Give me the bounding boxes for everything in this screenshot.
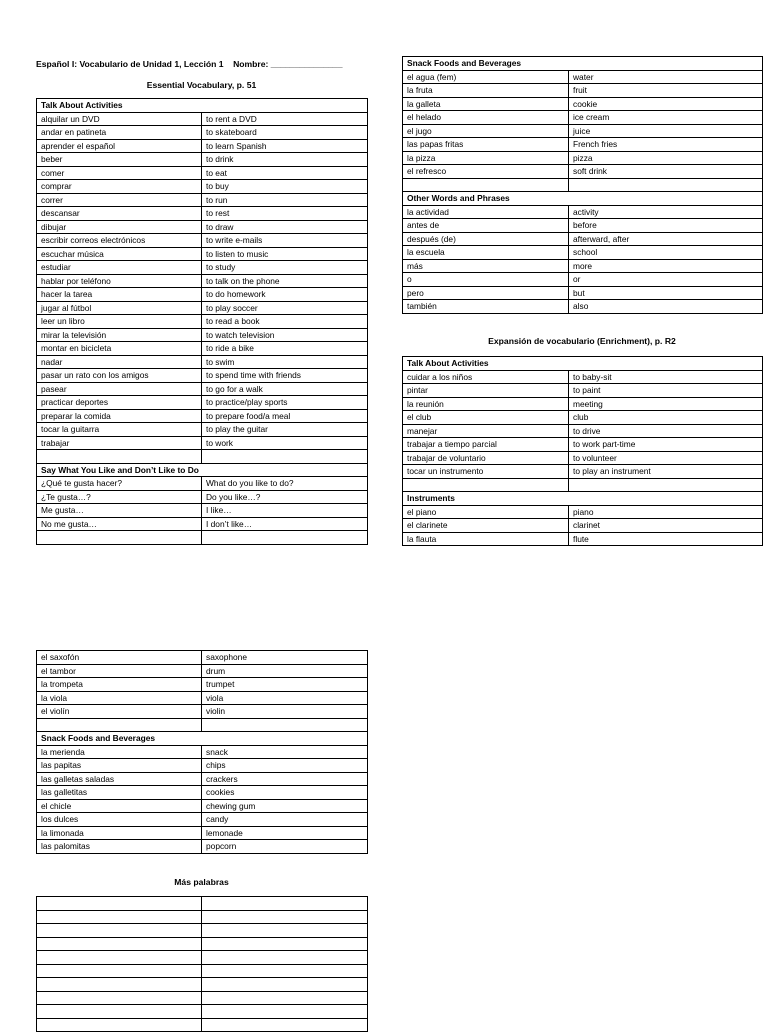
section-header-row bbox=[403, 192, 763, 206]
blank-cell bbox=[569, 178, 763, 192]
english-translation: to baby-sit bbox=[569, 370, 763, 384]
blank-row bbox=[37, 1018, 368, 1032]
spanish-term: Me gusta… bbox=[37, 504, 202, 518]
english-translation: activity bbox=[569, 205, 763, 219]
english-translation: juice bbox=[569, 124, 763, 138]
vocab-row bbox=[37, 409, 368, 423]
english-translation: before bbox=[569, 219, 763, 233]
vocab-row bbox=[37, 126, 368, 140]
vocab-row bbox=[403, 165, 763, 179]
vocab-row bbox=[403, 411, 763, 425]
english-translation: flute bbox=[569, 532, 763, 546]
blank-cell bbox=[202, 531, 368, 545]
spanish-term: la merienda bbox=[37, 745, 202, 759]
vocab-row bbox=[403, 138, 763, 152]
blank-cell bbox=[37, 531, 202, 545]
essential-vocabulary-title: Essential Vocabulary, p. 51 bbox=[146, 80, 257, 90]
vocab-row bbox=[37, 664, 368, 678]
english-translation: to buy bbox=[202, 180, 368, 194]
english-translation: to paint bbox=[569, 384, 763, 398]
english-translation: to work bbox=[202, 436, 368, 450]
vocab-row bbox=[37, 517, 368, 531]
english-translation: to prepare food/a meal bbox=[202, 409, 368, 423]
blank-row bbox=[37, 924, 368, 938]
blank-cell bbox=[37, 718, 202, 732]
vocab-row bbox=[37, 786, 368, 800]
vocab-row bbox=[37, 193, 368, 207]
vocab-row bbox=[37, 813, 368, 827]
english-translation: to drink bbox=[202, 153, 368, 167]
spanish-term: también bbox=[403, 300, 569, 314]
english-translation: I don’t like… bbox=[202, 517, 368, 531]
blank-row bbox=[37, 978, 368, 992]
vocab-row bbox=[403, 232, 763, 246]
vocab-row bbox=[37, 342, 368, 356]
vocab-row bbox=[403, 246, 763, 260]
english-translation: to learn Spanish bbox=[202, 139, 368, 153]
spanish-term: escuchar música bbox=[37, 247, 202, 261]
blank-row bbox=[37, 450, 368, 464]
vocab-row bbox=[37, 274, 368, 288]
spanish-term: andar en patineta bbox=[37, 126, 202, 140]
english-translation: to work part-time bbox=[569, 438, 763, 452]
english-translation: I like… bbox=[202, 504, 368, 518]
english-translation: to volunteer bbox=[569, 451, 763, 465]
blank-cell bbox=[202, 1018, 368, 1032]
english-translation: to study bbox=[202, 261, 368, 275]
english-translation: to read a book bbox=[202, 315, 368, 329]
essential-vocab-table-left bbox=[36, 98, 368, 545]
spanish-term: manejar bbox=[403, 424, 569, 438]
spanish-term: la actividad bbox=[403, 205, 569, 219]
vocab-row bbox=[37, 220, 368, 234]
vocab-row bbox=[37, 705, 368, 719]
english-translation: to eat bbox=[202, 166, 368, 180]
blank-row bbox=[37, 964, 368, 978]
blank-cell bbox=[202, 964, 368, 978]
english-translation: school bbox=[569, 246, 763, 260]
spanish-term: ¿Qué te gusta hacer? bbox=[37, 477, 202, 491]
english-translation: soft drink bbox=[569, 165, 763, 179]
english-translation: to watch television bbox=[202, 328, 368, 342]
vocab-row bbox=[37, 139, 368, 153]
vocab-row bbox=[37, 355, 368, 369]
blank-cell bbox=[37, 924, 202, 938]
blank-row bbox=[37, 951, 368, 965]
spanish-term: estudiar bbox=[37, 261, 202, 275]
english-translation: cookie bbox=[569, 97, 763, 111]
english-translation: French fries bbox=[569, 138, 763, 152]
blank-row bbox=[37, 897, 368, 911]
english-translation: snack bbox=[202, 745, 368, 759]
vocab-row bbox=[37, 490, 368, 504]
spanish-term: las galletas saladas bbox=[37, 772, 202, 786]
english-translation: to practice/play sports bbox=[202, 396, 368, 410]
section-header-row bbox=[37, 99, 368, 113]
blank-cell bbox=[37, 450, 202, 464]
english-translation: piano bbox=[569, 505, 763, 519]
english-translation: to skateboard bbox=[202, 126, 368, 140]
spanish-term: comprar bbox=[37, 180, 202, 194]
document-title-line bbox=[36, 59, 343, 69]
spanish-term: trabajar bbox=[37, 436, 202, 450]
blank-row bbox=[403, 478, 763, 492]
blank-cell bbox=[202, 924, 368, 938]
spanish-term: pasear bbox=[37, 382, 202, 396]
spanish-term: el chicle bbox=[37, 799, 202, 813]
spanish-term: la pizza bbox=[403, 151, 569, 165]
spanish-term: alquilar un DVD bbox=[37, 112, 202, 126]
section-header: Snack Foods and Beverages bbox=[37, 732, 368, 746]
spanish-term: el saxofón bbox=[37, 651, 202, 665]
blank-cell bbox=[202, 450, 368, 464]
english-translation: ice cream bbox=[569, 111, 763, 125]
section-header-row bbox=[403, 492, 763, 506]
blank-cell bbox=[37, 897, 202, 911]
vocab-row bbox=[403, 438, 763, 452]
vocab-row bbox=[37, 651, 368, 665]
english-translation: water bbox=[569, 70, 763, 84]
english-translation: candy bbox=[202, 813, 368, 827]
english-translation: Do you like…? bbox=[202, 490, 368, 504]
spanish-term: No me gusta… bbox=[37, 517, 202, 531]
english-translation: pizza bbox=[569, 151, 763, 165]
section-header-row bbox=[403, 357, 763, 371]
spanish-term: antes de bbox=[403, 219, 569, 233]
spanish-term: ¿Te gusta…? bbox=[37, 490, 202, 504]
vocab-row bbox=[403, 505, 763, 519]
vocab-row bbox=[37, 180, 368, 194]
spanish-term: más bbox=[403, 259, 569, 273]
vocab-row bbox=[403, 424, 763, 438]
blank-cell bbox=[202, 937, 368, 951]
spanish-term: el club bbox=[403, 411, 569, 425]
spanish-term: trabajar de voluntario bbox=[403, 451, 569, 465]
vocab-row bbox=[37, 504, 368, 518]
english-translation: to spend time with friends bbox=[202, 369, 368, 383]
spanish-term: la viola bbox=[37, 691, 202, 705]
spanish-term: la reunión bbox=[403, 397, 569, 411]
spanish-term: preparar la comida bbox=[37, 409, 202, 423]
vocab-row bbox=[37, 840, 368, 854]
vocab-row bbox=[403, 397, 763, 411]
vocab-row bbox=[403, 219, 763, 233]
spanish-term: comer bbox=[37, 166, 202, 180]
spanish-term: mirar la televisión bbox=[37, 328, 202, 342]
vocab-row bbox=[37, 301, 368, 315]
vocab-row bbox=[37, 477, 368, 491]
section-header: Say What You Like and Don’t Like to Do bbox=[37, 463, 368, 477]
english-translation: saxophone bbox=[202, 651, 368, 665]
vocab-row bbox=[403, 465, 763, 479]
section-header: Snack Foods and Beverages bbox=[403, 57, 763, 71]
vocab-row bbox=[403, 124, 763, 138]
spanish-term: las galletitas bbox=[37, 786, 202, 800]
spanish-term: las papas fritas bbox=[403, 138, 569, 152]
blank-cell bbox=[37, 978, 202, 992]
document-title: Español I: Vocabulario de Unidad 1, Lección 1 bbox=[36, 59, 224, 69]
mas-palabras-title: Más palabras bbox=[174, 877, 229, 887]
english-translation: cookies bbox=[202, 786, 368, 800]
spanish-term: hablar por teléfono bbox=[37, 274, 202, 288]
english-translation: more bbox=[569, 259, 763, 273]
spanish-term: el jugo bbox=[403, 124, 569, 138]
vocab-row bbox=[37, 396, 368, 410]
english-translation: club bbox=[569, 411, 763, 425]
english-translation: to ride a bike bbox=[202, 342, 368, 356]
spanish-term: el clarinete bbox=[403, 519, 569, 533]
section-header-row bbox=[403, 57, 763, 71]
spanish-term: el piano bbox=[403, 505, 569, 519]
blank-cell bbox=[202, 718, 368, 732]
english-translation: chewing gum bbox=[202, 799, 368, 813]
english-translation: drum bbox=[202, 664, 368, 678]
essential-vocab-table-right bbox=[402, 56, 763, 314]
english-translation: or bbox=[569, 273, 763, 287]
vocab-row bbox=[37, 166, 368, 180]
blank-cell bbox=[202, 1005, 368, 1019]
vocab-row bbox=[37, 234, 368, 248]
blank-cell bbox=[202, 951, 368, 965]
english-translation: trumpet bbox=[202, 678, 368, 692]
english-translation: to swim bbox=[202, 355, 368, 369]
english-translation: lemonade bbox=[202, 826, 368, 840]
spanish-term: el refresco bbox=[403, 165, 569, 179]
vocab-row bbox=[403, 519, 763, 533]
spanish-term: el violín bbox=[37, 705, 202, 719]
blank-cell bbox=[37, 964, 202, 978]
spanish-term: correr bbox=[37, 193, 202, 207]
vocab-row bbox=[37, 315, 368, 329]
english-translation: to go for a walk bbox=[202, 382, 368, 396]
vocab-row bbox=[37, 207, 368, 221]
vocab-row bbox=[37, 153, 368, 167]
spanish-term: dibujar bbox=[37, 220, 202, 234]
english-translation: to draw bbox=[202, 220, 368, 234]
spanish-term: cuidar a los niños bbox=[403, 370, 569, 384]
name-field-label: Nombre: _______________ bbox=[233, 59, 343, 69]
blank-cell bbox=[202, 991, 368, 1005]
vocab-row bbox=[403, 259, 763, 273]
english-translation: chips bbox=[202, 759, 368, 773]
english-translation: crackers bbox=[202, 772, 368, 786]
vocab-row bbox=[37, 261, 368, 275]
vocab-row bbox=[37, 759, 368, 773]
english-translation: to rent a DVD bbox=[202, 112, 368, 126]
spanish-term: nadar bbox=[37, 355, 202, 369]
spanish-term: el helado bbox=[403, 111, 569, 125]
english-translation: to write e-mails bbox=[202, 234, 368, 248]
enrichment-table-left bbox=[36, 650, 368, 854]
english-translation: What do you like to do? bbox=[202, 477, 368, 491]
vocab-row bbox=[37, 691, 368, 705]
spanish-term: la flauta bbox=[403, 532, 569, 546]
spanish-term: leer un libro bbox=[37, 315, 202, 329]
vocab-row bbox=[37, 328, 368, 342]
blank-row bbox=[403, 178, 763, 192]
english-translation: to play soccer bbox=[202, 301, 368, 315]
vocab-row bbox=[403, 300, 763, 314]
blank-cell bbox=[202, 910, 368, 924]
spanish-term: aprender el español bbox=[37, 139, 202, 153]
blank-row bbox=[37, 718, 368, 732]
spanish-term: la limonada bbox=[37, 826, 202, 840]
english-translation: afterward, after bbox=[569, 232, 763, 246]
enrichment-table-right bbox=[402, 356, 763, 546]
blank-cell bbox=[37, 1018, 202, 1032]
vocab-row bbox=[403, 451, 763, 465]
blank-cell bbox=[37, 910, 202, 924]
english-translation: to drive bbox=[569, 424, 763, 438]
english-translation: to rest bbox=[202, 207, 368, 221]
english-translation: but bbox=[569, 286, 763, 300]
vocab-row bbox=[37, 288, 368, 302]
spanish-term: la trompeta bbox=[37, 678, 202, 692]
spanish-term: jugar al fútbol bbox=[37, 301, 202, 315]
vocab-row bbox=[403, 111, 763, 125]
spanish-term: después (de) bbox=[403, 232, 569, 246]
spanish-term: pasar un rato con los amigos bbox=[37, 369, 202, 383]
english-translation: to talk on the phone bbox=[202, 274, 368, 288]
english-translation: to play the guitar bbox=[202, 423, 368, 437]
spanish-term: hacer la tarea bbox=[37, 288, 202, 302]
vocab-row bbox=[37, 678, 368, 692]
english-translation: clarinet bbox=[569, 519, 763, 533]
spanish-term: los dulces bbox=[37, 813, 202, 827]
spanish-term: tocar la guitarra bbox=[37, 423, 202, 437]
english-translation: violin bbox=[202, 705, 368, 719]
section-header: Other Words and Phrases bbox=[403, 192, 763, 206]
vocab-row bbox=[403, 273, 763, 287]
blank-cell bbox=[37, 991, 202, 1005]
spanish-term: las palomitas bbox=[37, 840, 202, 854]
english-translation: to run bbox=[202, 193, 368, 207]
vocab-row bbox=[37, 436, 368, 450]
english-translation: to do homework bbox=[202, 288, 368, 302]
vocab-row bbox=[403, 286, 763, 300]
vocab-row bbox=[37, 772, 368, 786]
spanish-term: escribir correos electrónicos bbox=[37, 234, 202, 248]
vocab-row bbox=[37, 423, 368, 437]
spanish-term: montar en bicicleta bbox=[37, 342, 202, 356]
vocab-row bbox=[403, 84, 763, 98]
spanish-term: pero bbox=[403, 286, 569, 300]
vocab-row bbox=[37, 247, 368, 261]
section-header-row bbox=[37, 463, 368, 477]
mas-palabras-table bbox=[36, 896, 368, 1032]
english-translation: popcorn bbox=[202, 840, 368, 854]
vocab-row bbox=[403, 151, 763, 165]
english-translation: to play an instrument bbox=[569, 465, 763, 479]
vocab-row bbox=[37, 799, 368, 813]
english-translation: also bbox=[569, 300, 763, 314]
vocab-row bbox=[37, 369, 368, 383]
spanish-term: o bbox=[403, 273, 569, 287]
section-header: Talk About Activities bbox=[37, 99, 368, 113]
spanish-term: el agua (fem) bbox=[403, 70, 569, 84]
spanish-term: descansar bbox=[37, 207, 202, 221]
spanish-term: practicar deportes bbox=[37, 396, 202, 410]
blank-cell bbox=[569, 478, 763, 492]
enrichment-title: Expansión de vocabulario (Enrichment), p. R2 bbox=[488, 336, 676, 346]
spanish-term: el tambor bbox=[37, 664, 202, 678]
spanish-term: beber bbox=[37, 153, 202, 167]
blank-cell bbox=[403, 478, 569, 492]
vocab-row bbox=[403, 97, 763, 111]
spanish-term: tocar un instrumento bbox=[403, 465, 569, 479]
blank-cell bbox=[37, 1005, 202, 1019]
vocab-row bbox=[403, 205, 763, 219]
section-header: Talk About Activities bbox=[403, 357, 763, 371]
spanish-term: las papitas bbox=[37, 759, 202, 773]
spanish-term: trabajar a tiempo parcial bbox=[403, 438, 569, 452]
english-translation: fruit bbox=[569, 84, 763, 98]
vocab-row bbox=[37, 826, 368, 840]
spanish-term: la escuela bbox=[403, 246, 569, 260]
section-header: Instruments bbox=[403, 492, 763, 506]
section-header-row bbox=[37, 732, 368, 746]
vocab-row bbox=[37, 745, 368, 759]
english-translation: meeting bbox=[569, 397, 763, 411]
blank-cell bbox=[202, 978, 368, 992]
english-translation: viola bbox=[202, 691, 368, 705]
spanish-term: la galleta bbox=[403, 97, 569, 111]
blank-row bbox=[37, 531, 368, 545]
vocab-row bbox=[403, 384, 763, 398]
blank-cell bbox=[37, 937, 202, 951]
blank-cell bbox=[202, 897, 368, 911]
blank-row bbox=[37, 937, 368, 951]
blank-row bbox=[37, 910, 368, 924]
english-translation: to listen to music bbox=[202, 247, 368, 261]
blank-row bbox=[37, 991, 368, 1005]
vocab-row bbox=[403, 532, 763, 546]
vocab-row bbox=[37, 112, 368, 126]
spanish-term: la fruta bbox=[403, 84, 569, 98]
blank-cell bbox=[37, 951, 202, 965]
blank-cell bbox=[403, 178, 569, 192]
vocab-row bbox=[403, 370, 763, 384]
vocab-row bbox=[37, 382, 368, 396]
vocab-row bbox=[403, 70, 763, 84]
blank-row bbox=[37, 1005, 368, 1019]
spanish-term: pintar bbox=[403, 384, 569, 398]
